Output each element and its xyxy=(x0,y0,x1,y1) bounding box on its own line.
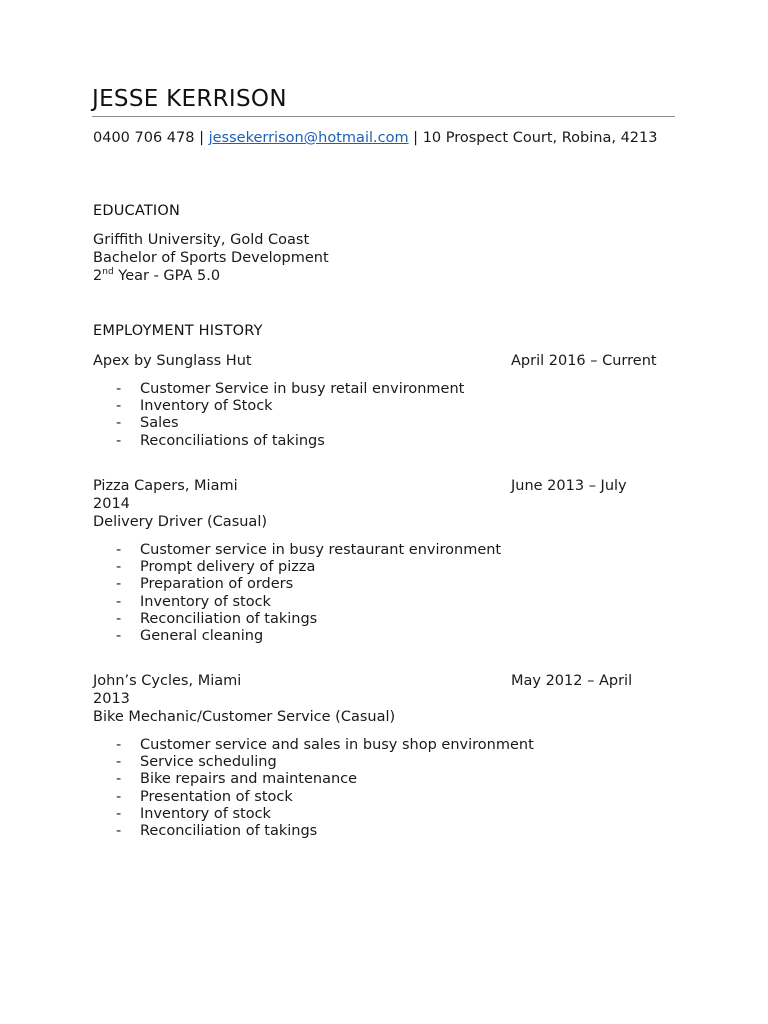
education-section xyxy=(93,231,329,285)
year-suffix: nd xyxy=(102,267,114,277)
phone-number: 0400 706 478 xyxy=(93,130,195,146)
job-company: John’s Cycles, Miami xyxy=(93,673,242,689)
job-role: Bike Mechanic/Customer Service (Casual) xyxy=(93,709,396,725)
duty-text: Preparation of orders xyxy=(140,576,294,593)
duty-text: Customer Service in busy retail environment xyxy=(140,381,465,397)
education-year xyxy=(93,267,329,285)
bullet-dash: - xyxy=(116,771,122,788)
bullet-dash: - xyxy=(116,823,122,840)
job-role: Delivery Driver (Casual) xyxy=(93,514,268,530)
list-item xyxy=(116,381,464,398)
list-item xyxy=(116,789,534,806)
list-item xyxy=(116,559,501,576)
bullet-dash: - xyxy=(116,754,122,771)
bullet-dash: - xyxy=(116,628,122,645)
duty-text: Customer service and sales in busy shop environment xyxy=(140,737,534,753)
address: 10 Prospect Court, Robina, 4213 xyxy=(422,130,658,146)
job-dates-wrap: 2013 xyxy=(93,691,130,707)
duty-text: General cleaning xyxy=(140,628,264,645)
duty-text: Reconciliation of takings xyxy=(140,610,318,627)
contact-separator: | xyxy=(194,130,209,146)
bullet-dash: - xyxy=(116,432,122,449)
list-item xyxy=(116,611,501,628)
contact-line xyxy=(93,129,683,147)
job-dates-wrap: 2014 xyxy=(93,496,130,512)
bullet-dash: - xyxy=(116,610,122,627)
job-dates: May 2012 – April xyxy=(511,673,633,689)
duty-text: Reconciliation of takings xyxy=(140,823,318,840)
duty-text: Reconciliations of takings xyxy=(140,432,325,449)
job-duties-list xyxy=(116,542,501,645)
list-item xyxy=(116,398,464,415)
bullet-dash: - xyxy=(116,737,122,753)
job-duties-list xyxy=(116,381,464,450)
job-dates: June 2013 – July xyxy=(511,478,627,494)
list-item xyxy=(116,806,534,823)
duty-text: Inventory of Stock xyxy=(140,398,273,415)
job-company: Pizza Capers, Miami xyxy=(93,478,238,494)
list-item xyxy=(116,628,501,645)
duty-text: Presentation of stock xyxy=(140,788,293,805)
bullet-dash: - xyxy=(116,805,122,822)
list-item xyxy=(116,754,534,771)
list-item xyxy=(116,542,501,559)
list-item xyxy=(116,737,534,754)
duty-text: Sales xyxy=(140,415,179,432)
year-gpa: Year - GPA 5.0 xyxy=(113,268,221,284)
duty-text: Inventory of stock xyxy=(140,805,271,822)
contact-separator: | xyxy=(408,130,423,146)
list-item xyxy=(116,576,501,593)
job-company: Apex by Sunglass Hut xyxy=(93,353,252,369)
education-heading: EDUCATION xyxy=(93,203,181,219)
year-number: 2 xyxy=(93,268,103,284)
bullet-dash: - xyxy=(116,415,122,432)
education-degree: Bachelor of Sports Development xyxy=(93,250,329,266)
bullet-dash: - xyxy=(116,788,122,805)
job-dates: April 2016 – Current xyxy=(511,353,657,369)
job-duties-list xyxy=(116,737,534,840)
list-item xyxy=(116,823,534,840)
email-link[interactable]: jessekerrison@hotmail.com xyxy=(208,130,409,146)
duty-text: Inventory of stock xyxy=(140,593,271,610)
bullet-dash: - xyxy=(116,576,122,593)
education-institution: Griffith University, Gold Coast xyxy=(93,232,310,248)
duty-text: Bike repairs and maintenance xyxy=(140,771,358,788)
resume-name: JESSE KERRISON xyxy=(92,86,287,112)
duty-text: Service scheduling xyxy=(140,754,277,771)
bullet-dash: - xyxy=(116,381,122,397)
header-divider xyxy=(92,116,675,117)
list-item xyxy=(116,433,464,450)
list-item xyxy=(116,771,534,788)
employment-heading: EMPLOYMENT HISTORY xyxy=(93,323,263,339)
list-item xyxy=(116,594,501,611)
duty-text: Customer service in busy restaurant environment xyxy=(140,542,502,558)
bullet-dash: - xyxy=(116,593,122,610)
list-item xyxy=(116,415,464,432)
duty-text: Prompt delivery of pizza xyxy=(140,559,316,576)
bullet-dash: - xyxy=(116,542,122,558)
bullet-dash: - xyxy=(116,398,122,415)
bullet-dash: - xyxy=(116,559,122,576)
